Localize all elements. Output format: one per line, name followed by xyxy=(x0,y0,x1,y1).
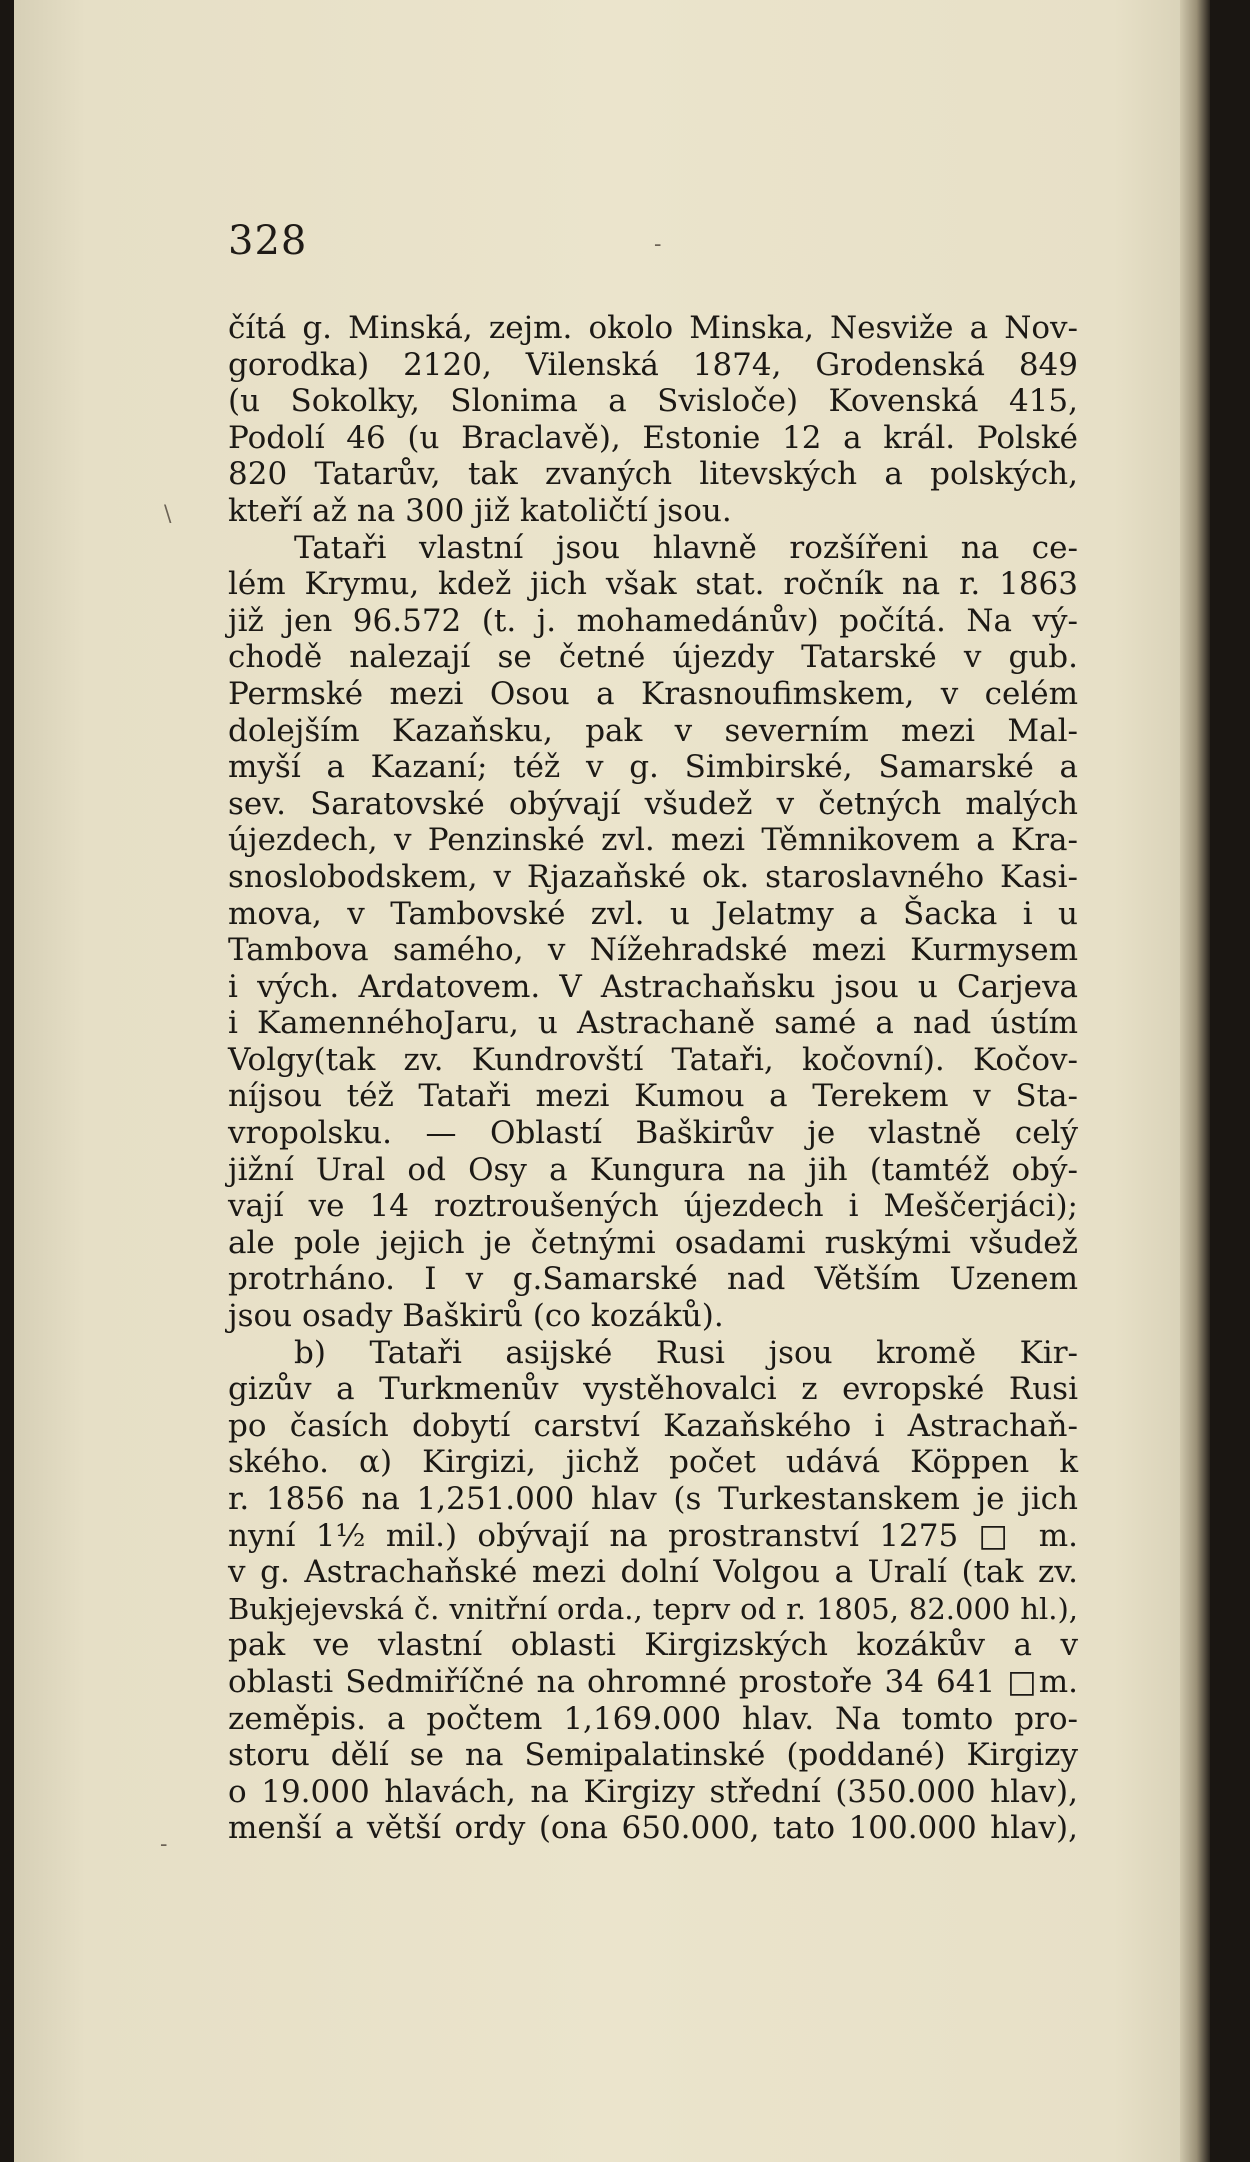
text-line: nyní 1½ mil.) obývají na prostranství 1275 □ m. xyxy=(228,1517,1078,1554)
text-line: mova, v Tambovské zvl. u Jelatmy a Šacka i u xyxy=(228,895,1078,932)
text-line: dolejším Kazaňsku, pak v severním mezi Mal- xyxy=(228,712,1078,749)
page-number: 328 xyxy=(228,218,308,264)
text-line: o 19.000 hlavách, na Kirgizy střední (350.000 hlav), xyxy=(228,1773,1078,1810)
text-line: vropolsku. — Oblastí Baškirův je vlastně celý xyxy=(228,1115,1078,1152)
text-line: gizův a Turkmenův vystěhovalci z evropské Rusi xyxy=(228,1371,1078,1408)
text-line: újezdech, v Penzinské zvl. mezi Těmnikovem a Kra- xyxy=(228,822,1078,859)
margin-mark: \ xyxy=(164,502,172,527)
text-line: čítá g. Minská, zejm. okolo Minska, Nesviže a Nov- xyxy=(228,310,1078,346)
text-line: ského. α) Kirgizi, jichž počet udává Köppen k xyxy=(228,1444,1078,1481)
body-text xyxy=(228,310,1078,1847)
text-line: Podolí 46 (u Braclavě), Estonie 12 a král. Polské xyxy=(228,419,1078,456)
text-line: Tambova samého, v Nížehradské mezi Kurmysem xyxy=(228,932,1078,969)
text-line: Permské mezi Osou a Krasnoufimskem, v celém xyxy=(228,675,1078,712)
text-line: b) Tataři asijské Rusi jsou kromě Kir- xyxy=(294,1334,1078,1371)
text-line: po časích dobytí carství Kazaňského i Astrachaň- xyxy=(228,1407,1078,1444)
text-line: Bukjejevská č. vnitřní orda., teprv od r. 1805, 82.000 hl.), xyxy=(228,1591,1078,1626)
text-line: menší a větší ordy (ona 650.000, tato 100.000 hlav), xyxy=(228,1810,1078,1847)
text-line: myší a Kazaní; též v g. Simbirské, Samarské a xyxy=(228,749,1078,786)
text-line: níjsou též Tataři mezi Kumou a Terekem v Sta- xyxy=(228,1078,1078,1115)
text-line: chodě nalezají se četné újezdy Tatarské v gub. xyxy=(228,639,1078,676)
text-line: jižní Ural od Osy a Kungura na jih (tamtéž obý- xyxy=(228,1151,1078,1188)
text-line: r. 1856 na 1,251.000 hlav (s Turkestanskem je jich xyxy=(228,1481,1078,1517)
text-line: (u Sokolky, Slonima a Svisloče) Kovenská 415, xyxy=(228,383,1078,420)
text-line: lém Krymu, kdež jich však stat. ročník na r. 1863 xyxy=(228,566,1078,603)
text-line: kteří až na 300 již katoličtí jsou. xyxy=(228,492,732,529)
text-line: ale pole jejich je četnými osadami ruskými všudež xyxy=(228,1224,1078,1261)
text-line: zeměpis. a počtem 1,169.000 hlav. Na tomto pro- xyxy=(228,1700,1078,1737)
text-line: Tataři vlastní jsou hlavně rozšířeni na ce- xyxy=(294,529,1078,566)
text-line: gorodka) 2120, Vilenská 1874, Grodenská 849 xyxy=(228,346,1078,383)
speck-mark: - xyxy=(160,1832,168,1857)
text-line: pak ve vlastní oblasti Kirgizských kozákův a v xyxy=(228,1627,1078,1664)
text-line: vají ve 14 roztroušených újezdech i Meščerjáci); xyxy=(228,1188,1078,1225)
text-line: i vých. Ardatovem. V Astrachaňsku jsou u Carjeva xyxy=(228,968,1078,1005)
text-line: 820 Tatarův, tak zvaných litevských a polských, xyxy=(228,456,1078,493)
text-line: Volgy(tak zv. Kundrovští Tataři, kočovní). Kočov- xyxy=(228,1041,1078,1078)
text-line: oblasti Sedmiříčné na ohromné prostoře 34 641 □m. xyxy=(228,1663,1078,1700)
text-line: snoslobodskem, v Rjazaňské ok. staroslavného Kasi- xyxy=(228,858,1078,895)
text-line: jsou osady Baškirů (co kozáků). xyxy=(228,1298,724,1335)
text-line: protrháno. I v g.Samarské nad Větším Uzenem xyxy=(228,1261,1078,1298)
book-page xyxy=(14,0,1210,2162)
speck-mark: - xyxy=(654,232,662,257)
text-line: sev. Saratovské obývají všudež v četných malých xyxy=(228,785,1078,822)
text-line: v g. Astrachaňské mezi dolní Volgou a Uralí (tak zv. xyxy=(228,1554,1078,1591)
text-line: již jen 96.572 (t. j. mohamedánův) počítá. Na vý- xyxy=(228,602,1078,639)
page-gutter xyxy=(1180,0,1210,2162)
text-line: i KamennéhoJaru, u Astrachaně samé a nad ústím xyxy=(228,1005,1078,1042)
text-line: storu dělí se na Semipalatinské (poddané) Kirgizy xyxy=(228,1737,1078,1774)
